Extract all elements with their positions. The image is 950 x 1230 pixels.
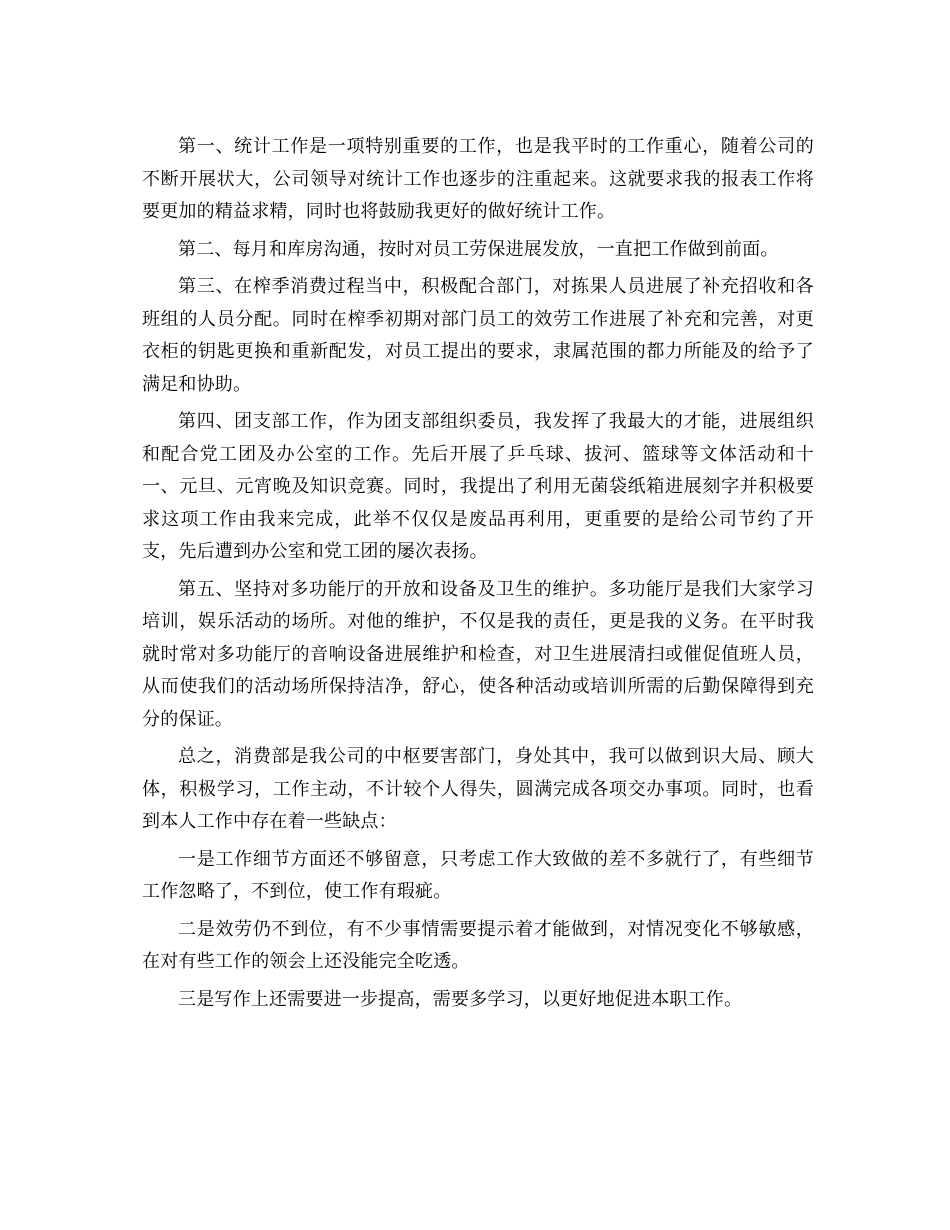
paragraph-shortcoming-2: 二是效劳仍不到位，有不少事情需要提示着才能做到，对情况变化不够敏感，在对有些工作的领会上还没能完全吃透。 xyxy=(142,918,814,972)
paragraph-shortcoming-3: 三是写作上还需要进一步提高，需要多学习，以更好地促进本职工作。 xyxy=(178,988,743,1010)
paragraph-summary: 总之，消费部是我公司的中枢要害部门，身处其中，我可以做到识大局、顾大体，积极学习，工作主动，不计较个人得失，圆满完成各项交办事项。同时，也看到本人工作中存在着一些缺点： xyxy=(142,746,814,832)
paragraph-youth-league: 第四、团支部工作，作为团支部组织委员，我发挥了我最大的才能，进展组织和配合党工团及办公室的工作。先后开展了乒乓球、拔河、篮球等文体活动和十一、元旦、元宵晚及知识竞赛。同时，我提出了利用无菌袋纸箱进展刻字并积极要求这项工作由我来完成，此举不仅仅是废品再利用，更重要的是给公司节约了开支，先后遭到办公室和党工团的屡次表扬。 xyxy=(142,411,814,562)
paragraph-shortcoming-1: 一是工作细节方面还不够留意，只考虑工作大致做的差不多就行了，有些细节工作忽略了，不到位，使工作有瑕疵。 xyxy=(142,848,814,902)
document-body xyxy=(142,131,814,1021)
paragraph-pressing-season: 第三、在榨季消费过程当中，积极配合部门，对拣果人员进展了补充招收和各班组的人员分配。同时在榨季初期对部门员工的效劳工作进展了补充和完善，对更衣柜的钥匙更换和重新配发，对员工提出的要求，隶属范围的都力所能及的给予了满足和协助。 xyxy=(142,276,814,395)
paragraph-statistics-work: 第一、统计工作是一项特别重要的工作，也是我平时的工作重心，随着公司的不断开展状大，公司领导对统计工作也逐步的注重起来。这就要求我的报表工作将要更加的精益求精，同时也将鼓励我更好的做好统计工作。 xyxy=(142,136,814,222)
paragraph-labor-protection: 第二、每月和库房沟通，按时对员工劳保进展发放，一直把工作做到前面。 xyxy=(178,238,779,260)
paragraph-multifunction-hall: 第五、坚持对多功能厅的开放和设备及卫生的维护。多功能厅是我们大家学习培训，娱乐活动的场所。对他的维护，不仅是我的责任，更是我的义务。在平时我就时常对多功能厅的音响设备进展维护和检查，对卫生进展清扫或催促值班人员，从而使我们的活动场所保持洁净，舒心，使各种活动或培训所需的后勤保障得到充分的保证。 xyxy=(142,578,814,730)
